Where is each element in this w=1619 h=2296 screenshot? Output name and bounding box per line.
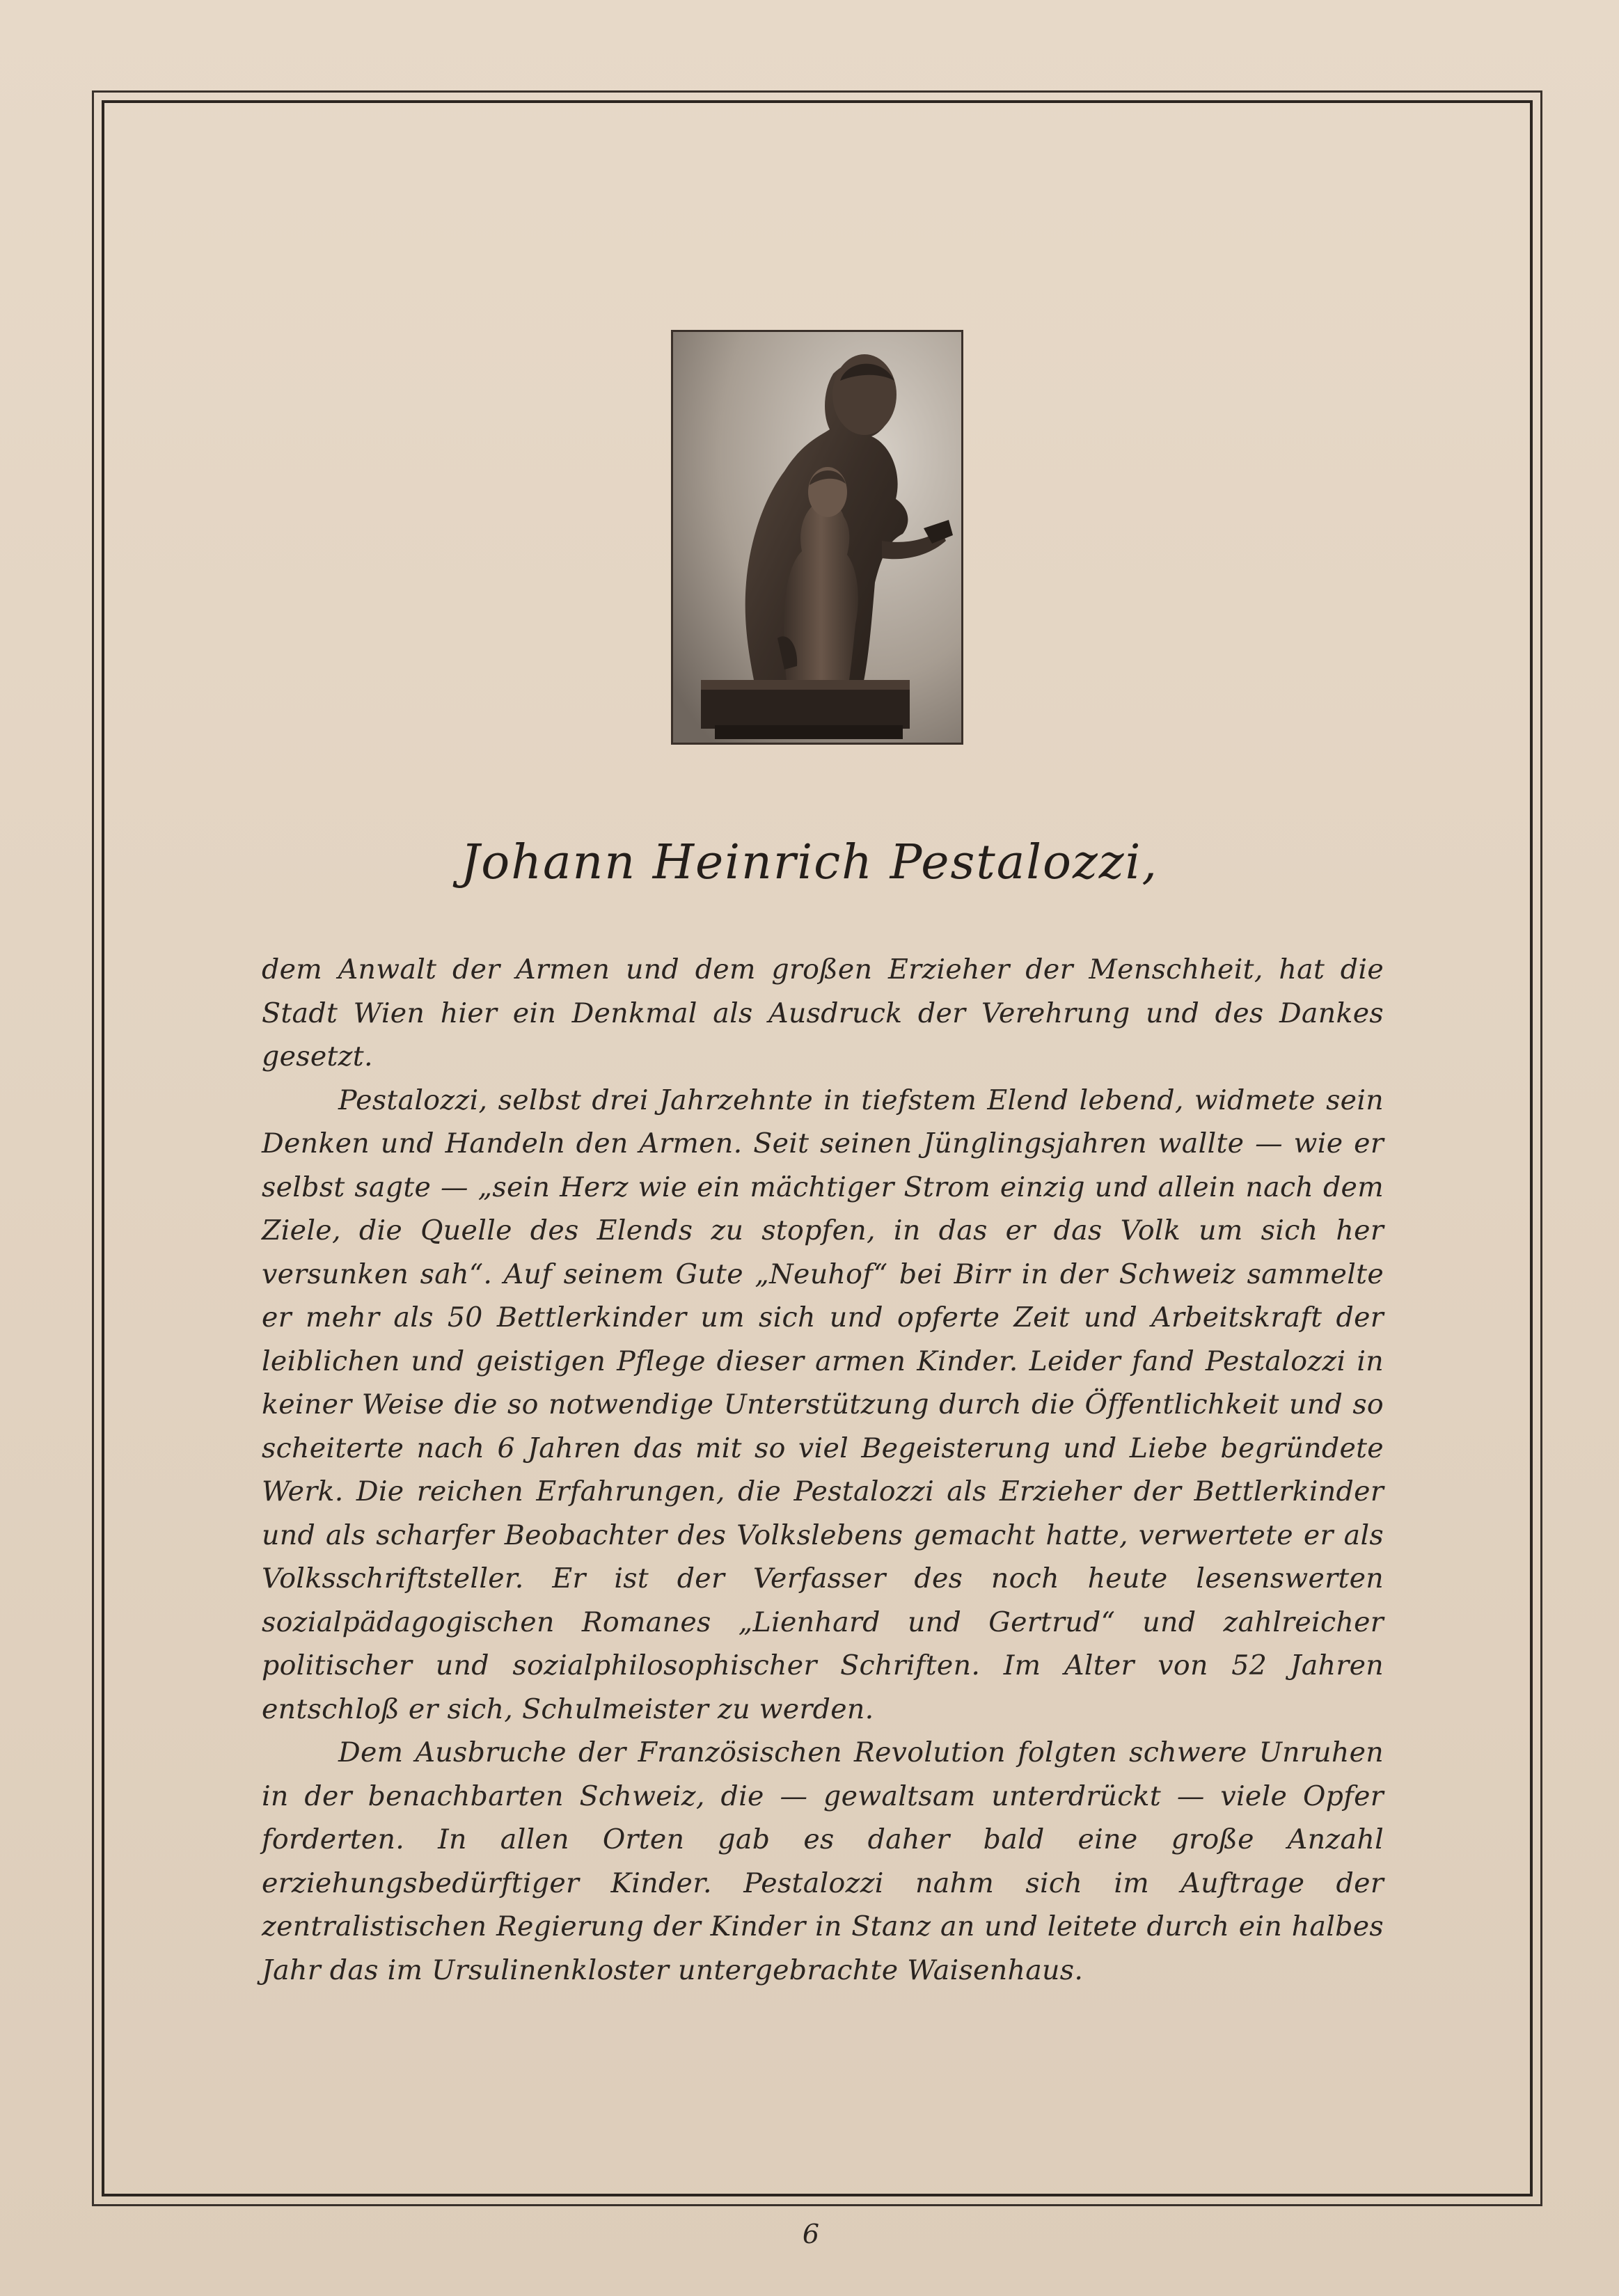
page-number: 6: [802, 2219, 820, 2249]
paragraph-revolution: Dem Ausbruche der Französischen Revolution folgten schwere Unruhen in der benachbarten Schweiz, die — gewaltsam unterdrückt — viele Opfer forderten. In allen Orten gab es daher bald eine große Anzahl erziehungsbedürftiger Kinder. Pestalozzi nahm sich im Auftrage der zentralistischen Regierung der Kinder in Stanz an und leitete durch ein halbes Jahr das im Ursulinenkloster untergebrachte Waisenhaus.: [262, 1736, 1384, 1986]
body-text: [262, 948, 1384, 1992]
paragraph-biography: Pestalozzi, selbst drei Jahrzehnte in tiefstem Elend lebend, widmete sein Denken und Handeln den Armen. Seit seinen Jünglingsjahren wallte — wie er selbst sagte — „sein Herz wie ein mächtiger Strom einzig und allein nach dem Ziele, die Quelle des Elends zu stopfen, in das er das Volk um sich her versunken sah“. Auf seinem Gute „Neuhof“ bei Birr in der Schweiz sammelte er mehr als 50 Bettlerkinder um sich und opferte Zeit und Arbeitskraft der leiblichen und geistigen Pflege dieser armen Kinder. Leider fand Pestalozzi in keiner Weise die so notwendige Unterstützung durch die Öffentlichkeit und so scheiterte nach 6 Jahren das mit so viel Begeisterung und Liebe begründete Werk. Die reichen Erfahrungen, die Pestalozzi als Erzieher der Bettlerkinder und als scharfer Beobachter des Volkslebens gemacht hatte, verwertete er als Volksschriftsteller. Er ist der Verfasser des noch heute lesenswerten sozialpädagogischen Romanes „Lienhard und Gertrud“ und zahlreicher politischer und sozialphilosophischer Schriften. Im Alter von 52 Jahren entschloß er sich, Schulmeister zu werden.: [262, 1084, 1384, 1725]
paragraph-dedication: dem Anwalt der Armen und dem großen Erzieher der Menschheit, hat die Stadt Wien hier ein Denkmal als Ausdruck der Verehrung und des Dankes gesetzt.: [262, 953, 1384, 1072]
monument-photo: [671, 330, 963, 745]
page-title: Johann Heinrich Pestalozzi,: [461, 835, 1158, 890]
